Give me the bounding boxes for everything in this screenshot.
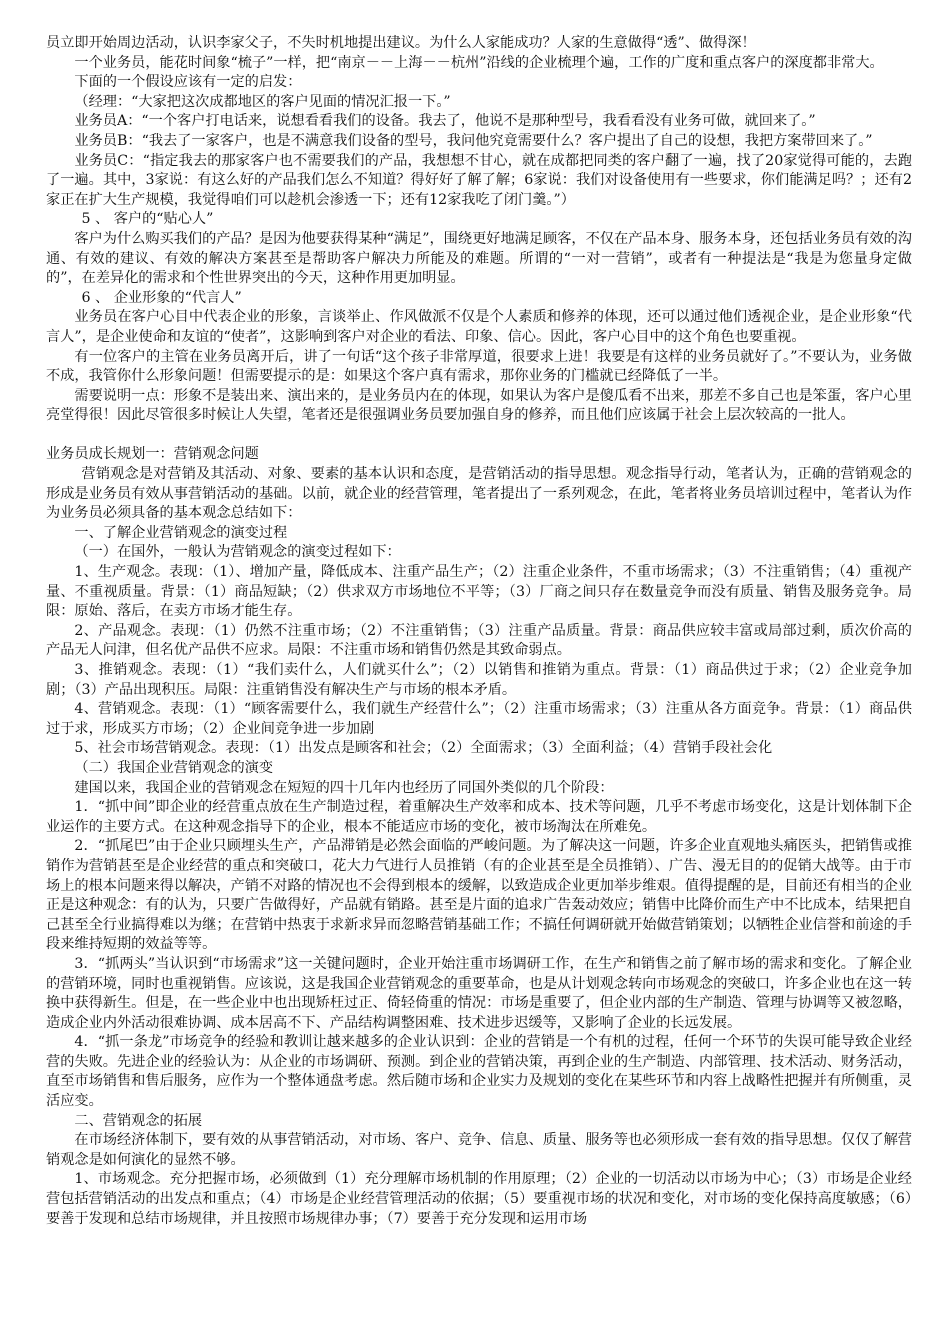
paragraph: 4．“抓一条龙”市场竞争的经验和教训让越来越多的企业认识到：企业的营销是一个有机的过程，任何一个环节的失误可能导致企业经营的失败。先进企业的经验认为：从企业的市场调研、预测。到企业的营销决策，再到企业的生产制造、内部管理、技术活动、财务活动，直至市场销售和售后服务，应作为一个整体通盘考虑。然后随市场和企业实力及规划的变化在某些环节和内容上战略性把握并有所侧重，灵活应变。 — [46, 1034, 912, 1110]
paragraph: 有一位客户的主管在业务员离开后，讲了一句话“这个孩子非常厚道，很要求上进！我要是有这样的业务员就好了。”不要认为，业务做不成，我管你什么形象问题！但需要提示的是：如果这个客户真有需求，那你业务的门槛就已经降低了一半。 — [46, 348, 912, 385]
paragraph: 需要说明一点：形象不是装出来、演出来的，是业务员内在的体现，如果认为客户是傻瓜看不出来，那差不多自己也是笨蛋，客户心里亮堂得很！因此尽管很多时候让人失望，笔者还是很强调业务员要加强自身的修养，而且他们应该属于社会上层次较高的一批人。 — [46, 387, 912, 424]
paragraph: 3、推销观念。表现：（1）“我们卖什么，人们就买什么”；（2）以销售和推销为重点。背景：（1）商品供过于求；（2）企业竞争加剧；（3）产品出现积压。局限：注重销售没有解决生产与市场的根本矛盾。 — [46, 662, 912, 698]
paragraph: 营销观念是对营销及其活动、对象、要素的基本认识和态度，是营销活动的指导思想。观念指导行动，笔者认为，正确的营销观念的形成是业务员有效从事营销活动的基础。以前，就企业的经营管理，笔者提出了一系列观念，在此，笔者将业务员培训过程中，笔者认为作为业务员必须具备的基本观念总结如下： — [46, 466, 912, 522]
paragraph: 5、社会市场营销观念。表现：（1）出发点是顾客和社会；（2）全面需求；（3）全面利益；（4）营销手段社会化 — [74, 740, 773, 757]
paragraph: 5 、 客户的“贴心人” — [81, 211, 214, 228]
paragraph: （经理：“大家把这次成都地区的客户见面的情况汇报一下。” — [74, 93, 451, 110]
paragraph: 1、生产观念。表现：（1）、增加产量，降低成本、注重产品生产；（2）注重企业条件，不重市场需求；（3）不注重销售；（4）重视产量、不重视质量。背景：（1）商品短缺；（2）供求双方市场地位不平等；（3）厂商之间只存在数量竞争而没有质量、销售及服务竞争。局限：原始、落后，在卖方市场才能生存。 — [46, 564, 912, 620]
paragraph: 客户为什么购买我们的产品？是因为他要获得某种“满足”，围绕更好地满足顾客，不仅在产品本身、服务本身，还包括业务员有效的沟通、有效的建议、有效的解决方案甚至是帮助客户解决力所能及的难题。所谓的“一对一营销”，或者有一种提法是“我是为您量身定做的”，在差异化的需求和个性世界突出的今天，这种作用更加明显。 — [46, 230, 912, 287]
document-body — [46, 34, 912, 1229]
paragraph: 一、了解企业营销观念的演变过程 — [74, 524, 288, 541]
paragraph: 2、产品观念。表现：（1）仍然不注重市场；（2）不注重销售；（3）注重产品质量。背景：商品供应较丰富或局部过剩，质次价高的产品无人问津，但名优产品供不应求。局限：不注重市场和销售仍然是其致命弱点。 — [46, 622, 912, 659]
paragraph: 业务员C：“指定我去的那家客户也不需要我们的产品，我想想不甘心，就在成都把同类的客户翻了一遍，找了20家觉得可能的，去跑了一遍。其中，3家说：有这么好的产品我们怎么不知道？得好好了解了解；6家说：我们对设备使用有一些要求，你们能满足吗？；还有2家正在扩大生产规模，我觉得咱们可以趁机会渗透一下；还有12家我吃了闭门羹。”） — [46, 152, 912, 208]
paragraph: 在市场经济体制下，要有效的从事营销活动，对市场、客户、竞争、信息、质量、服务等也必须形成一套有效的指导思想。仅仅了解营销观念是如何演化的显然不够。 — [46, 1132, 912, 1168]
paragraph: 二、营销观念的拓展 — [74, 1112, 203, 1129]
paragraph: 业务员成长规划一：营销观念问题 — [46, 446, 259, 463]
paragraph: （二）我国企业营销观念的演变 — [74, 759, 274, 776]
blank-line — [46, 426, 912, 446]
paragraph: 业务员A：“一个客户打电话来，说想看看我们的设备。我去了，他说不是那种型号，我看看没有业务可做，就回来了。” — [74, 113, 816, 130]
paragraph: 下面的一个假设应该有一定的启发： — [74, 74, 302, 91]
paragraph: 1、市场观念。充分把握市场，必须做到（1）充分理解市场机制的作用原理；（2）企业的一切活动以市场为中心；（3）市场是企业经营包括营销活动的出发点和重点；（4）市场是企业经营管理活动的依据；（5）要重视市场的状况和变化，对市场的变化保持高度敏感；（6）要善于发现和总结市场规律，并且按照市场规律办事；（7）要善于充分发现和运用市场 — [46, 1171, 912, 1227]
paragraph: 建国以来，我国企业的营销观念在短短的四十几年内也经历了同国外类似的几个阶段： — [74, 779, 614, 796]
paragraph: 4、营销观念。表现：（1）“顾客需要什么，我们就生产经营什么”；（2）注重市场需求；（3）注重从各方面竞争。背景：（1）商品供过于求，形成买方市场；（2）企业间竞争进一步加剧 — [46, 701, 912, 737]
paragraph: （一）在国外，一般认为营销观念的演变过程如下： — [74, 544, 401, 561]
paragraph: 业务员B：“我去了一家客户，也是不满意我们设备的型号，我问他究竟需要什么？客户提出了自己的设想，我把方案带回来了。” — [74, 132, 873, 149]
paragraph: 6 、 企业形象的“代言人” — [81, 289, 242, 306]
paragraph: 3．“抓两头”当认识到“市场需求”这一关键问题时，企业开始注重市场调研工作，在生产和销售之前了解市场的需求和变化。了解企业的营销环境，同时也重视销售。应该说，这是我国企业营销观念的重要革命，也是从计划观念转向市场观念的突破口，许多企业也在这一转换中获得新生。但是，在一些企业中也出现矫枉过正、倚轻倚重的情况：市场是重要了，但企业内部的生产制造、管理与协调等又被忽略，造成企业内外活动很难协调、成本居高不下、产品结构调整困难、技术进步迟缓等，又影响了企业的长远发展。 — [46, 955, 912, 1031]
paragraph: 2．“抓尾巴”由于企业只顾埋头生产，产品滞销是必然会面临的严峻问题。为了解决这一问题，许多企业直观地头痛医头，把销售或推销作为营销甚至是企业经营的重点和突破口，花大力气进行人员推销（有的企业甚至是全员推销）、广告、漫无目的的促销大战等。由于市场上的根本问题来得以解决，产销不对路的情况也不会得到根本的缓解，以致造成企业更加举步维艰。值得提醒的是，目前还有相当的企业正是这种观念：有的认为，只要广告做得好，产品就有销路。甚至是片面的追求广告轰动效应；销售中比降价而生产中不比成本，结果把自己甚至全行业搞得难以为继；在营销中热衷于求新求异而忽略营销基础工作；不搞任何调研就开始做营销策划；以牺牲企业信誉和前途的手段来维持短期的效益等等。 — [46, 838, 912, 953]
paragraph: 一个业务员，能花时间象“梳子”一样，把“南京－－上海－－杭州”沿线的企业梳理个遍，工作的广度和重点客户的深度都非常大。 — [74, 54, 884, 71]
paragraph: 业务员在客户心目中代表企业的形象，言谈举止、作风做派不仅是个人素质和修养的体现，还可以通过他们透视企业，是企业形象“代言人”，是企业使命和友谊的“使者”，这影响到客户对企业的看法、印象、信心。因此，客户心目中的这个角色也要重视。 — [46, 309, 912, 345]
paragraph: 1．“抓中间”即企业的经营重点放在生产制造过程，着重解决生产效率和成本、技术等问题，几乎不考虑市场变化，这是计划体制下企业运作的主要方式。在这种观念指导下的企业，根本不能适应市场的变化，被市场淘汰在所难免。 — [46, 799, 912, 835]
paragraph: 员立即开始周边活动，认识李家父子，不失时机地提出建议。为什么人家能成功？人家的生意做得“透”、做得深！ — [46, 35, 756, 51]
